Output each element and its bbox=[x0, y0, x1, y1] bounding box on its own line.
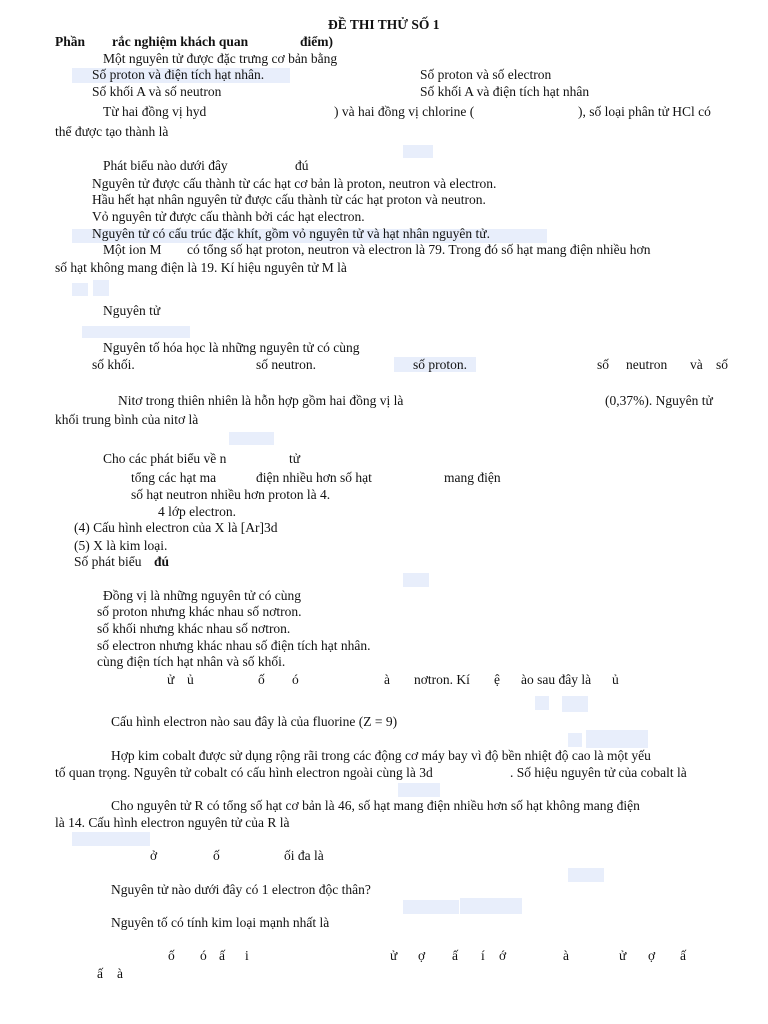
q6-option-b: số neutron. bbox=[256, 357, 316, 372]
highlight-block bbox=[403, 145, 433, 158]
q6-option-c: số proton. bbox=[413, 357, 467, 372]
highlight-block bbox=[229, 432, 274, 445]
q13-line2: là 14. Cấu hình electron nguyên tử của R là bbox=[55, 815, 290, 830]
q3-option-d: Nguyên tử có cấu trúc đặc khít, gồm vỏ nguyên tử và hạt nhân nguyên tử. bbox=[92, 226, 490, 241]
highlight-block bbox=[72, 283, 88, 296]
q12-line2-a: tố quan trọng. Nguyên tử cobalt có cấu hình electron ngoài cùng là 3d bbox=[55, 765, 433, 780]
q8-statement-2: số hạt neutron nhiều hơn proton là 4. bbox=[131, 487, 331, 502]
q17-fragment: ấ bbox=[680, 948, 686, 963]
q10-fragment: ủ bbox=[612, 672, 619, 687]
q3-option-a: Nguyên tử được cấu thành từ các hạt cơ bản là proton, neutron và electron. bbox=[92, 176, 497, 191]
q10-fragment: ào sau đây là bbox=[521, 672, 592, 687]
q17-fragment: ố bbox=[168, 948, 175, 963]
q12-line1: Hợp kim cobalt được sử dụng rộng rãi trong các động cơ máy bay vì độ bền nhiệt độ cao là một yếu bbox=[111, 748, 651, 763]
q7-stem-b: (0,37%). Nguyên tử bbox=[605, 393, 713, 408]
part-heading-c: điểm) bbox=[300, 34, 333, 49]
q3-option-b: Hầu hết hạt nhân nguyên tử được cấu thành từ các hạt proton và neutron. bbox=[92, 192, 486, 207]
q2-stem-a: Từ hai đồng vị hyd bbox=[103, 104, 207, 119]
q8-stem-b: tử bbox=[289, 451, 301, 466]
q15-stem: Nguyên tử nào dưới đây có 1 electron độc thân? bbox=[111, 882, 371, 897]
q8-count-a: Số phát biểu bbox=[74, 554, 142, 569]
page-title: ĐỀ THI THỬ SỐ 1 bbox=[328, 17, 440, 32]
q6-option-d-a: số bbox=[597, 357, 610, 372]
highlight-block bbox=[535, 696, 549, 710]
q1-stem: Một nguyên tử được đặc trưng cơ bản bằng bbox=[103, 51, 338, 66]
q7-stem-line2: khối trung bình của nitơ là bbox=[55, 412, 199, 427]
q9-option-c: số electron nhưng khác nhau số điện tích hạt nhân. bbox=[97, 638, 371, 653]
highlight-block bbox=[568, 733, 582, 747]
q11-stem: Cấu hình electron nào sau đây là của fluorine (Z = 9) bbox=[111, 714, 398, 729]
q9-stem: Đồng vị là những nguyên tử có cùng bbox=[103, 588, 301, 603]
q12-line2-b: . Số hiệu nguyên tử của cobalt là bbox=[510, 765, 687, 780]
q4-stem-b: có tổng số hạt proton, neutron và electron là 79. Trong đó số hạt mang điện nhiều hơn bbox=[187, 242, 651, 257]
q4-stem-line2: số hạt không mang điện là 19. Kí hiệu nguyên tử M là bbox=[55, 260, 347, 275]
q8-statement-5: (5) X là kim loại. bbox=[74, 538, 168, 553]
q17-fragment: í bbox=[481, 948, 485, 963]
q17-fragment: ấ bbox=[219, 948, 225, 963]
q10-fragment: à bbox=[384, 672, 390, 687]
part-heading-a: Phần bbox=[55, 34, 86, 49]
q9-option-d: cùng điện tích hạt nhân và số khối. bbox=[97, 654, 286, 669]
q10-fragment: ố bbox=[258, 672, 265, 687]
q9-option-b: số khối nhưng khác nhau số nơtron. bbox=[97, 621, 291, 636]
q1-option-a: Số proton và điện tích hạt nhân. bbox=[92, 67, 265, 82]
q16-stem: Nguyên tố có tính kim loại mạnh nhất là bbox=[111, 915, 330, 930]
q6-stem: Nguyên tố hóa học là những nguyên tử có cùng bbox=[103, 340, 360, 355]
q17-fragment: ử bbox=[390, 948, 398, 963]
q10-fragment: ệ bbox=[494, 672, 500, 687]
q6-option-d-c: và bbox=[690, 357, 703, 372]
q8-count-b: đú bbox=[154, 554, 170, 569]
q8-stem-a: Cho các phát biểu về n bbox=[103, 451, 227, 466]
q8-statement-1c: mang điện bbox=[444, 470, 501, 485]
q6-option-d-d: số bbox=[716, 357, 729, 372]
highlight-block bbox=[460, 898, 522, 914]
q14-fragment: ở bbox=[150, 848, 158, 863]
q17-fragment: ử bbox=[619, 948, 627, 963]
q8-statement-1b: điện nhiều hơn số hạt bbox=[256, 470, 372, 485]
q3-stem-a: Phát biểu nào dưới đây bbox=[103, 158, 228, 173]
q7-stem-a: Nitơ trong thiên nhiên là hỗn hợp gồm hai đồng vị là bbox=[118, 393, 404, 408]
q1-option-c: Số khối A và số neutron bbox=[92, 84, 222, 99]
q1-option-d: Số khối A và điện tích hạt nhân bbox=[420, 84, 590, 99]
highlight-block bbox=[568, 868, 604, 882]
q8-statement-1a: tổng các hạt ma bbox=[131, 470, 217, 485]
q10-fragment: ó bbox=[292, 672, 299, 687]
q13-line1: Cho nguyên tử R có tổng số hạt cơ bản là 46, số hạt mang điện nhiều hơn số hạt không mang điện bbox=[111, 798, 640, 813]
q10-fragment: nơtron. Kí bbox=[414, 672, 470, 687]
q8-statement-4: (4) Cấu hình electron của X là [Ar]3d bbox=[74, 520, 278, 535]
q17-fragment: ớ bbox=[499, 948, 507, 963]
q17-fragment: ấ bbox=[452, 948, 458, 963]
q8-statement-3: 4 lớp electron. bbox=[158, 504, 236, 519]
q14-fragment: ố bbox=[213, 848, 220, 863]
q17-fragment: ó bbox=[200, 948, 207, 963]
q2-stem-c: ), số loại phân tử HCl có bbox=[578, 104, 711, 119]
q10-fragment: ử bbox=[167, 672, 175, 687]
highlight-block bbox=[398, 783, 440, 797]
q17-fragment: ợ bbox=[648, 948, 656, 963]
q2-stem-line2: thể được tạo thành là bbox=[55, 124, 169, 139]
highlight-block bbox=[562, 696, 588, 712]
q17-fragment: i bbox=[245, 948, 249, 963]
q17-fragment: ấ bbox=[97, 966, 103, 981]
q9-option-a: số proton nhưng khác nhau số nơtron. bbox=[97, 604, 302, 619]
part-heading-b: rắc nghiệm khách quan bbox=[112, 34, 249, 49]
q1-option-b: Số proton và số electron bbox=[420, 67, 552, 82]
q17-fragment: à bbox=[117, 966, 123, 981]
q2-stem-b: ) và hai đồng vị chlorine ( bbox=[334, 104, 475, 119]
q3-stem-b: đú bbox=[295, 158, 309, 173]
q6-option-a: số khối. bbox=[92, 357, 135, 372]
q17-fragment: à bbox=[563, 948, 569, 963]
highlight-block bbox=[403, 573, 429, 587]
q14-fragment: ối đa là bbox=[284, 848, 324, 863]
q4-stem-a: Một ion M bbox=[103, 242, 162, 257]
q17-fragment: ợ bbox=[418, 948, 426, 963]
q3-option-c: Vỏ nguyên tử được cấu thành bởi các hạt electron. bbox=[92, 209, 365, 224]
q5-stem: Nguyên tử bbox=[103, 303, 161, 318]
highlight-block bbox=[403, 900, 459, 914]
highlight-block bbox=[586, 730, 648, 748]
highlight-block bbox=[93, 280, 109, 296]
highlight-block bbox=[82, 326, 190, 338]
q10-fragment: ủ bbox=[187, 672, 194, 687]
q6-option-d-b: neutron bbox=[626, 357, 668, 372]
highlight-block bbox=[72, 832, 150, 846]
